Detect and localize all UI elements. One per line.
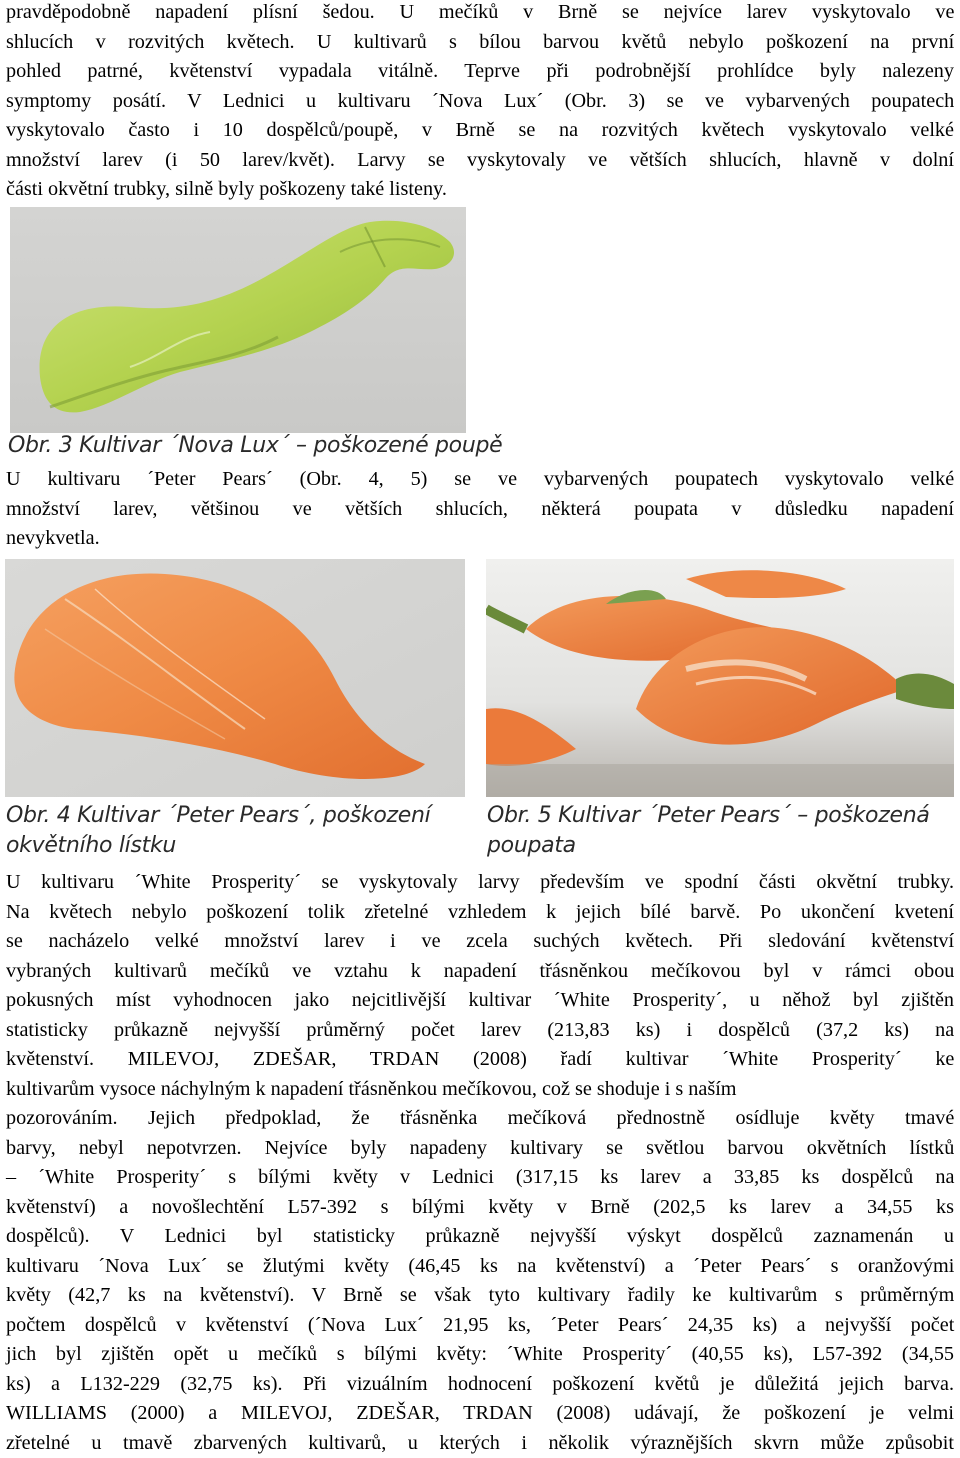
text-line: ks) a L132-229 (32,75 ks). Při vizuálním hodnocení poškození květů je důležitá jejich barva. bbox=[6, 1370, 954, 1400]
text-line: květenství. MILEVOJ, ZDEŠAR, TRDAN (2008) řadí kultivar ´White Prosperity´ ke bbox=[6, 1045, 954, 1075]
text-line: zřetelné u tmavě zbarvených kultivarů, u kterých i několik výraznějších skvrn může způsobit bbox=[6, 1429, 954, 1458]
text-line: barvy, nebyl nepotvrzen. Nejvíce byly napadeny kultivary se světlou barvou okvětních lístků bbox=[6, 1134, 954, 1164]
text-line: květenství) a novošlechtění L57-392 s bílými květy v Brně (202,5 ks larev a 34,55 ks bbox=[6, 1193, 954, 1223]
figure-4-caption bbox=[6, 801, 430, 861]
figure-3-nova-lux-bud bbox=[10, 207, 466, 433]
paragraph-2 bbox=[6, 465, 954, 554]
text-line: shlucích v rozvitých květech. U kultivarů s bílou barvou květů nebylo poškození na první bbox=[6, 28, 954, 58]
text-line: U kultivaru ´Peter Pears´ (Obr. 4, 5) se ve vybarvených poupatech vyskytovalo velké bbox=[6, 465, 954, 495]
text-line: dospělců). V Lednici byl statisticky průkazně nejvyšší výskyt dospělců zaznamenán u bbox=[6, 1222, 954, 1252]
text-line: květy (42,7 ks na květenství). V Brně se však tyto kultivary řadily ke kultivarům s průměrným bbox=[6, 1281, 954, 1311]
text-line: vyskytovalo často i 10 dospělců/poupě, v Brně se na rozvitých květech vyskytovalo velké bbox=[6, 116, 954, 146]
figure-5-caption-line-2: poupata bbox=[487, 831, 930, 861]
bud-photo bbox=[10, 207, 466, 433]
figure-5-peter-pears-buds bbox=[486, 559, 954, 797]
text-line: pokusných míst vyhodnocen jako nejcitlivější kultivar ´White Prosperity´, u něhož byl zjištěn bbox=[6, 986, 954, 1016]
paragraph-1 bbox=[6, 0, 954, 205]
petal-photo bbox=[5, 559, 465, 797]
text-line: nevykvetla. bbox=[6, 524, 954, 554]
figure-4-caption-line-2: okvětního lístku bbox=[6, 831, 430, 861]
text-line: pravděpodobně napadení plísní šedou. U mečíků v Brně se nejvíce larev vyskytovalo ve bbox=[6, 0, 954, 28]
paragraph-3 bbox=[6, 868, 954, 1458]
figure-5-caption-line-1: Obr. 5 Kultivar ´Peter Pears´ – poškozená bbox=[487, 801, 930, 831]
buds-photo bbox=[486, 559, 954, 797]
text-line: pozorováním. Jejich předpoklad, že třásněnka mečíková přednostně osídluje květy tmavé bbox=[6, 1104, 954, 1134]
text-line: – ´White Prosperity´ s bílými květy v Lednici (317,15 ks larev a 33,85 ks dospělců na bbox=[6, 1163, 954, 1193]
text-line: Na květech nebylo poškození tolik zřetelné vzhledem k jejich bílé barvě. Po ukončení kvetení bbox=[6, 898, 954, 928]
text-line: části okvětní trubky, silně byly poškozeny také listeny. bbox=[6, 175, 954, 205]
text-line: U kultivaru ´White Prosperity´ se vyskytovaly larvy především ve spodní části okvětní trubky. bbox=[6, 868, 954, 898]
text-line: počtem dospělců v květenství (´Nova Lux´ 21,95 ks, ´Peter Pears´ 24,35 ks) a nejvyšší počet bbox=[6, 1311, 954, 1341]
text-line: se nacházelo velké množství larev i ve zcela suchých květech. Při sledování květenství bbox=[6, 927, 954, 957]
text-line: statisticky průkazně nejvyšší průměrný počet larev (213,83 ks) i dospělců (37,2 ks) na bbox=[6, 1016, 954, 1046]
figure-3-caption: Obr. 3 Kultivar ´Nova Lux´ – poškozené poupě bbox=[8, 431, 502, 461]
text-line: WILLIAMS (2000) a MILEVOJ, ZDEŠAR, TRDAN (2008) udávají, že poškození je velmi bbox=[6, 1399, 954, 1429]
text-line: množství larev (i 50 larev/květ). Larvy se vyskytovaly ve větších shlucích, hlavně v dolní bbox=[6, 146, 954, 176]
text-line: kultivaru ´Nova Lux´ se žlutými květy (46,45 ks na květenství) a ´Peter Pears´ s oranžovými bbox=[6, 1252, 954, 1282]
figure-4-caption-line-1: Obr. 4 Kultivar ´Peter Pears´, poškození bbox=[6, 801, 430, 831]
text-line: vybraných kultivarů mečíků ve vztahu k napadení třásněnkou mečíkovou byl v rámci obou bbox=[6, 957, 954, 987]
text-line: symptomy posátí. V Lednici u kultivaru ´Nova Lux´ (Obr. 3) se ve vybarvených poupatech bbox=[6, 87, 954, 117]
text-line: jich byl zjištěn opět u mečíků s bílými květy: ´White Prosperity´ (40,55 ks), L57-392 (34,55 bbox=[6, 1340, 954, 1370]
text-line: kultivarům vysoce náchylným k napadení třásněnkou mečíkovou, což se shoduje i s naším bbox=[6, 1075, 954, 1105]
text-line: množství larev, většinou ve větších shlucích, některá poupata v důsledku napadení bbox=[6, 495, 954, 525]
text-line: pohled patrné, květenství vypadala vitálně. Teprve při podrobnější prohlídce byly nalezeny bbox=[6, 57, 954, 87]
figure-4-peter-pears-petal bbox=[5, 559, 465, 797]
figure-5-caption bbox=[487, 801, 930, 861]
